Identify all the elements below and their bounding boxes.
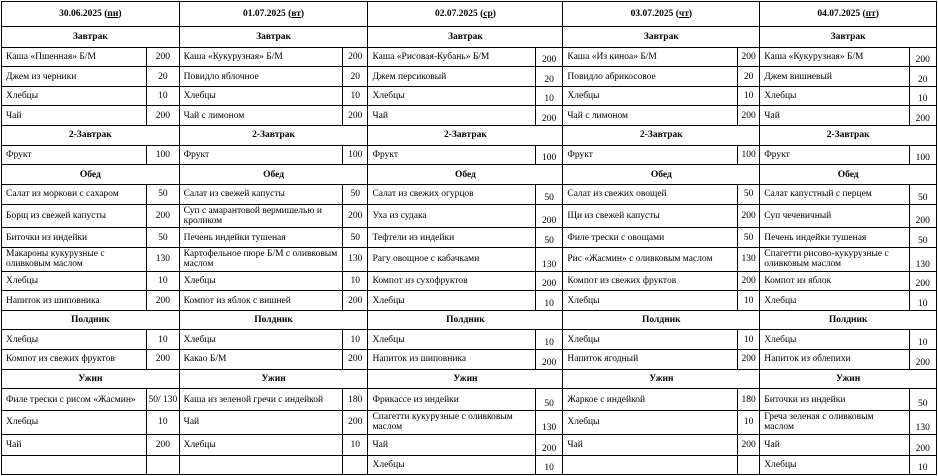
dish-portion: 10 xyxy=(343,434,368,456)
dish-name: Суп чечевичный xyxy=(760,204,909,228)
dish-portion: 200 xyxy=(147,47,180,67)
day-date: 04.07.2025 xyxy=(817,9,861,19)
dish-name: Хлебцы xyxy=(2,410,147,434)
meal-section-title: Завтрак xyxy=(368,27,563,48)
dish-portion: 200 xyxy=(343,350,368,370)
dish-name: Хлебцы xyxy=(368,456,536,475)
dish-portion: 50 xyxy=(535,228,562,248)
dish-portion: 200 xyxy=(909,271,936,291)
dish-portion: 180 xyxy=(737,389,759,411)
meal-section-title: Завтрак xyxy=(2,27,180,48)
dish-portion: 100 xyxy=(147,145,180,165)
dish-portion: 130 xyxy=(737,247,759,271)
dish-portion: 10 xyxy=(535,86,562,106)
meal-section-title: Завтрак xyxy=(179,27,368,48)
dish-name: Хлебцы xyxy=(368,291,536,311)
dish-name: Хлебцы xyxy=(563,330,738,350)
dish-portion: 200 xyxy=(535,204,562,228)
dish-portion: 200 xyxy=(909,47,936,67)
menu-row xyxy=(2,310,937,330)
dish-name: Хлебцы xyxy=(179,271,342,291)
menu-row xyxy=(2,228,937,248)
day-date: 30.06.2025 xyxy=(59,9,102,19)
dish-portion xyxy=(147,456,180,475)
day-header: 04.07.2025 (пт) xyxy=(760,2,937,27)
dish-name: Биточки из индейки xyxy=(2,228,147,248)
dish-name: Фрукт xyxy=(760,145,909,165)
meal-section-title: Полдник xyxy=(179,310,368,330)
dish-portion: 10 xyxy=(343,271,368,291)
menu-row xyxy=(2,291,937,311)
day-header: 02.07.2025 (ср) xyxy=(368,2,563,27)
dish-name: Салат из свежих огурцов xyxy=(368,184,536,204)
dish-portion: 130 xyxy=(343,247,368,271)
dish-portion: 200 xyxy=(147,291,180,311)
dish-name: Фрукт xyxy=(2,145,147,165)
dish-name: Напиток из шиповника xyxy=(368,350,536,370)
dish-name: Хлебцы xyxy=(2,86,147,106)
meal-section-title: Обед xyxy=(2,165,180,185)
menu-row xyxy=(2,86,937,106)
dish-name: Чай xyxy=(368,106,536,126)
dish-name: Каша «Из киноа» Б/М xyxy=(563,47,738,67)
dish-name: Компот из свежих фруктов xyxy=(563,271,738,291)
dish-name: Уха из судака xyxy=(368,204,536,228)
dish-portion: 200 xyxy=(343,47,368,67)
dish-name xyxy=(563,456,738,475)
meal-section-title: Обед xyxy=(179,165,368,185)
dish-name: Филе трески с рисом «Жасмин» xyxy=(2,389,147,411)
dish-portion: 100 xyxy=(535,145,562,165)
dish-portion: 200 xyxy=(343,204,368,228)
dish-portion: 10 xyxy=(737,330,759,350)
dish-name: Печень индейки тушеная xyxy=(760,228,909,248)
dish-portion: 50 xyxy=(535,184,562,204)
dish-portion: 200 xyxy=(909,106,936,126)
day-header: 30.06.2025 (пн) xyxy=(2,2,180,27)
day-of-week: пн xyxy=(107,9,119,19)
dish-portion: 130 xyxy=(535,410,562,434)
dish-name: Каша «Рисовая-Кубань» Б/М xyxy=(368,47,536,67)
day-of-week: вт xyxy=(291,9,301,19)
dish-portion: 50 xyxy=(343,184,368,204)
meal-section-title: 2-Завтрак xyxy=(368,126,563,146)
menu-row xyxy=(2,47,937,67)
menu-row xyxy=(2,27,937,48)
dish-portion xyxy=(343,456,368,475)
dish-name: Хлебцы xyxy=(179,434,342,456)
dish-name: Фрукт xyxy=(179,145,342,165)
dish-portion: 10 xyxy=(147,271,180,291)
dish-portion: 20 xyxy=(737,67,759,87)
dish-portion: 50 xyxy=(909,184,936,204)
menu-row xyxy=(2,247,937,271)
dish-portion: 10 xyxy=(909,456,936,475)
dish-portion: 200 xyxy=(737,271,759,291)
dish-portion: 10 xyxy=(909,330,936,350)
menu-row xyxy=(2,204,937,228)
dish-portion: 100 xyxy=(737,145,759,165)
meal-section-title: Полдник xyxy=(760,310,937,330)
dish-name: Хлебцы xyxy=(368,86,536,106)
dish-portion: 10 xyxy=(737,291,759,311)
dish-name: Борщ из свежей капусты xyxy=(2,204,147,228)
dish-name: Салат капустный с перцем xyxy=(760,184,909,204)
meal-section-title: Завтрак xyxy=(563,27,760,48)
dish-name: Рис «Жасмин» с оливковым маслом xyxy=(563,247,738,271)
dish-portion: 200 xyxy=(147,350,180,370)
dish-name: Хлебцы xyxy=(563,86,738,106)
dish-portion: 50 xyxy=(147,228,180,248)
dish-portion: 200 xyxy=(737,106,759,126)
dish-name: Каша из зеленой гречи с индейкой xyxy=(179,389,342,411)
dish-name: Тефтели из индейки xyxy=(368,228,536,248)
dish-portion: 50 xyxy=(737,228,759,248)
dish-portion: 10 xyxy=(147,86,180,106)
day-of-week: чт xyxy=(678,9,689,19)
dish-name: Фрукт xyxy=(563,145,738,165)
dish-name: Напиток ягодный xyxy=(563,350,738,370)
dish-portion: 200 xyxy=(147,106,180,126)
dish-portion xyxy=(737,456,759,475)
dish-portion: 200 xyxy=(737,350,759,370)
meal-section-title: Завтрак xyxy=(760,27,937,48)
dish-name: Чай xyxy=(760,106,909,126)
dish-portion: 200 xyxy=(535,434,562,456)
meal-section-title: 2-Завтрак xyxy=(179,126,368,146)
dish-name: Джем из черники xyxy=(2,67,147,87)
dish-portion: 50 xyxy=(909,228,936,248)
dish-portion: 200 xyxy=(737,434,759,456)
dish-portion: 50 xyxy=(147,184,180,204)
dish-name: Спагетти кукурузные с оливковым маслом xyxy=(368,410,536,434)
dish-name: Чай с лимоном xyxy=(563,106,738,126)
dish-portion: 200 xyxy=(343,291,368,311)
dish-name: Джем персиковый xyxy=(368,67,536,87)
menu-row xyxy=(2,434,937,456)
dish-portion: 10 xyxy=(737,86,759,106)
dish-name: Картофельное пюре Б/М с оливковым маслом xyxy=(179,247,342,271)
dish-name: Фрикассе из индейки xyxy=(368,389,536,411)
dish-name xyxy=(2,456,147,475)
meal-section-title: Полдник xyxy=(368,310,563,330)
dish-name: Хлебцы xyxy=(563,291,738,311)
dish-portion: 50 xyxy=(535,389,562,411)
dish-name: Хлебцы xyxy=(760,291,909,311)
day-header: 03.07.2025 (чт) xyxy=(563,2,760,27)
dish-name: Макароны кукурузные с оливковым маслом xyxy=(2,247,147,271)
dish-name: Хлебцы xyxy=(2,271,147,291)
dish-name: Печень индейки тушеная xyxy=(179,228,342,248)
dish-portion: 200 xyxy=(909,204,936,228)
dish-name: Хлебцы xyxy=(760,86,909,106)
dish-portion: 180 xyxy=(343,389,368,411)
day-of-week: ср xyxy=(483,9,493,19)
dish-portion: 50 xyxy=(343,228,368,248)
dish-portion: 200 xyxy=(535,350,562,370)
dish-portion: 130 xyxy=(909,247,936,271)
dish-name: Салат из свежей капусты xyxy=(179,184,342,204)
dish-portion: 200 xyxy=(737,47,759,67)
menu-row xyxy=(2,350,937,370)
dish-portion: 20 xyxy=(535,67,562,87)
dish-name: Джем вишневый xyxy=(760,67,909,87)
dish-portion: 10 xyxy=(147,330,180,350)
dish-portion: 50 xyxy=(737,184,759,204)
dish-portion: 200 xyxy=(535,47,562,67)
dish-name: Рагу овощное с кабачками xyxy=(368,247,536,271)
dish-name: Хлебцы xyxy=(563,410,738,434)
dish-portion: 10 xyxy=(535,456,562,475)
menu-row xyxy=(2,389,937,411)
dish-name: Греча зеленая с оливковым маслом xyxy=(760,410,909,434)
dish-portion: 10 xyxy=(343,86,368,106)
menu-row xyxy=(2,126,937,146)
dish-name: Чай xyxy=(368,434,536,456)
dish-portion: 130 xyxy=(909,410,936,434)
dish-name: Хлебцы xyxy=(2,330,147,350)
meal-section-title: Обед xyxy=(368,165,563,185)
meal-section-title: Ужин xyxy=(2,369,180,389)
day-date: 03.07.2025 xyxy=(630,9,674,19)
dish-portion: 200 xyxy=(737,204,759,228)
meal-section-title: 2-Завтрак xyxy=(760,126,937,146)
dish-name: Чай с лимоном xyxy=(179,106,342,126)
dish-portion: 20 xyxy=(909,67,936,87)
dish-name: Каша «Пшенная» Б/М xyxy=(2,47,147,67)
menu-row xyxy=(2,369,937,389)
dish-name: Напиток из шиповника xyxy=(2,291,147,311)
meal-section-title: 2-Завтрак xyxy=(563,126,760,146)
dish-name: Чай xyxy=(563,434,738,456)
menu-row xyxy=(2,165,937,185)
dish-portion: 100 xyxy=(909,145,936,165)
menu-row xyxy=(2,106,937,126)
dish-name: Компот из сухофруктов xyxy=(368,271,536,291)
dish-name: Каша «Кукурузная» Б/М xyxy=(179,47,342,67)
dish-portion: 10 xyxy=(909,86,936,106)
date-header-row xyxy=(2,2,937,27)
dish-name: Салат из моркови с сахаром xyxy=(2,184,147,204)
meal-section-title: Ужин xyxy=(179,369,368,389)
dish-portion: 200 xyxy=(535,106,562,126)
dish-name: Биточки из индейки xyxy=(760,389,909,411)
meal-section-title: Ужин xyxy=(368,369,563,389)
day-header: 01.07.2025 (вт) xyxy=(179,2,368,27)
dish-portion: 10 xyxy=(737,410,759,434)
menu-row xyxy=(2,330,937,350)
dish-portion: 200 xyxy=(343,410,368,434)
dish-name: Компот из яблок с вишней xyxy=(179,291,342,311)
dish-portion: 100 xyxy=(343,145,368,165)
dish-portion: 200 xyxy=(147,204,180,228)
dish-portion: 20 xyxy=(343,67,368,87)
menu-row xyxy=(2,67,937,87)
menu-row xyxy=(2,271,937,291)
dish-name: Компот из яблок xyxy=(760,271,909,291)
dish-name: Жаркое с индейкой xyxy=(563,389,738,411)
dish-name: Чай xyxy=(2,106,147,126)
dish-portion: 130 xyxy=(147,247,180,271)
dish-name: Напиток из облепихи xyxy=(760,350,909,370)
meal-section-title: Ужин xyxy=(563,369,760,389)
dish-name: Салат из свежих овощей xyxy=(563,184,738,204)
dish-name: Чай xyxy=(2,434,147,456)
dish-name: Суп с амарантовой вермишелью и кроликом xyxy=(179,204,342,228)
menu-row xyxy=(2,456,937,475)
dish-portion: 10 xyxy=(147,410,180,434)
dish-portion: 10 xyxy=(535,330,562,350)
dish-portion: 130 xyxy=(535,247,562,271)
dish-portion: 10 xyxy=(535,291,562,311)
dish-name: Повидло абрикосовое xyxy=(563,67,738,87)
dish-name: Хлебцы xyxy=(179,330,342,350)
dish-portion: 200 xyxy=(343,106,368,126)
dish-name: Хлебцы xyxy=(179,86,342,106)
day-date: 01.07.2025 xyxy=(243,9,286,19)
menu-row xyxy=(2,184,937,204)
meal-section-title: Обед xyxy=(760,165,937,185)
dish-name: Компот из свежих фруктов xyxy=(2,350,147,370)
meal-section-title: Ужин xyxy=(760,369,937,389)
menu-row xyxy=(2,145,937,165)
weekly-menu-table xyxy=(1,1,937,475)
dish-portion: 200 xyxy=(909,350,936,370)
dish-portion: 10 xyxy=(343,330,368,350)
dish-name: Щи из свежей капусты xyxy=(563,204,738,228)
meal-section-title: 2-Завтрак xyxy=(2,126,180,146)
meal-section-title: Обед xyxy=(563,165,760,185)
dish-portion: 50 xyxy=(909,389,936,411)
dish-portion: 20 xyxy=(147,67,180,87)
dish-name: Каша «Кукурузная» Б/М xyxy=(760,47,909,67)
meal-section-title: Полдник xyxy=(2,310,180,330)
dish-name: Какао Б/М xyxy=(179,350,342,370)
menu-row xyxy=(2,410,937,434)
dish-name: Хлебцы xyxy=(368,330,536,350)
dish-name: Спагетти рисово-кукурузные с оливковым маслом xyxy=(760,247,909,271)
dish-portion: 200 xyxy=(535,271,562,291)
dish-name: Филе трески с овощами xyxy=(563,228,738,248)
day-of-week: пт xyxy=(865,9,876,19)
dish-name: Фрукт xyxy=(368,145,536,165)
dish-name xyxy=(179,456,342,475)
dish-portion: 10 xyxy=(909,291,936,311)
dish-portion: 50/ 130 xyxy=(147,389,180,411)
day-date: 02.07.2025 xyxy=(434,9,478,19)
dish-name: Хлебцы xyxy=(760,456,909,475)
dish-portion: 200 xyxy=(147,434,180,456)
dish-name: Чай xyxy=(179,410,342,434)
dish-portion: 200 xyxy=(909,434,936,456)
dish-name: Хлебцы xyxy=(760,330,909,350)
meal-section-title: Полдник xyxy=(563,310,760,330)
dish-name: Чай xyxy=(760,434,909,456)
dish-name: Повидло яблочное xyxy=(179,67,342,87)
